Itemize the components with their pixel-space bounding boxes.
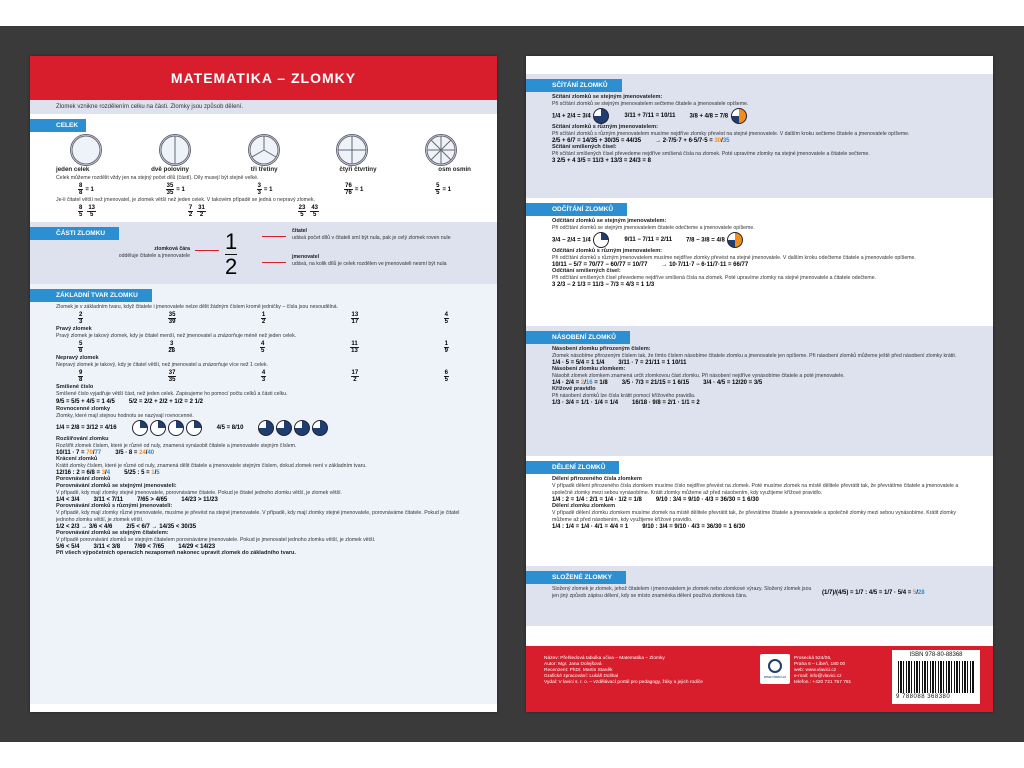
rozsir-heading: Rozšiřování zlomku	[56, 436, 109, 442]
mul-frac-examples: 1/4 · 2/4 = 2/16 = 1/8 3/5 · 7/3 = 21/15 = 1 6/15 3/4 · 4/5 = 12/20 = 3/5	[552, 380, 763, 386]
final-note: Při všech výpočetních operacích nezapomeň nakonec upravit zlomek do základního tvaru.	[56, 550, 296, 556]
footer-line: Grafické zpracování: Lukáš Dolihal	[544, 674, 619, 679]
footer-line: Recenzent: PhDr. Martin Staněk	[544, 668, 613, 673]
sub-same-examples: 3/4 − 2/4 = 1/4 9/11 − 7/11 = 2/11 7/8 − 3/8 = 4/8	[552, 232, 967, 248]
circle-labels	[30, 166, 497, 173]
div-frac-examples: 1/4 : 1/4 = 1/4 · 4/1 = 4/4 = 1 9/10 : 3/4 = 9/10 · 4/3 = 36/30 = 1 6/30	[552, 524, 746, 530]
rovnocenne-text: Zlomky, které mají stejnou hodnotu se nazývají rovnocenné.	[56, 413, 194, 419]
kraceni-heading: Krácení zlomků	[56, 456, 98, 462]
odcitani-s3-text: Při odčítání smíšených čísel převedeme nejdříve smíšená čísla na zlomek. Poté upravíme zlomky na stejné jmenovatele a čitatele odečteme.	[552, 275, 877, 281]
deleni-s2-text: V případě dělení zlomku zlomkem musíme zlomek na místě dělitele převrátit tak, že převrátíme čitatele a jmenovatele a společně zlomky mezi sebou vynásobíme. Krátit zlomky můžeme až před násobením, kdy využijeme křížové pravidlo.	[552, 510, 956, 523]
scitani-s2: Sčítání zlomků s různým jmenovatelem:	[552, 124, 658, 130]
porovn2-text: V případě, kdy mají zlomky různé jmenovatele, musíme je převést na stejné jmenovatele. V případě, kdy mají zlomky stejné jmenovatele, porovnáváme čitatele. Pokud je čitatel jednoho zlomku větší, je zlomek větší.	[56, 510, 460, 523]
whole-equations: $\frac{8}{8}$ = 1 $\frac{35}{35}$ = 1 $\frac{3}{3}$ = 1 $\frac{76}{76}$ = 1 $\frac{5}{5}$ = 1	[79, 183, 451, 196]
compare-2: 1/2 < 2/3 → 3/6 < 4/6 2/5 < 6/7 → 14/35 < 30/35	[56, 524, 197, 530]
section-celek	[30, 114, 497, 222]
proper-examples: $\frac{5}{6}$ $\frac{3}{28}$ $\frac{4}{5}$ $\frac{11}{13}$ $\frac{1}{9}$	[79, 341, 448, 354]
section-casti	[30, 222, 497, 284]
circle-quarters-icon	[336, 134, 368, 166]
sub-mixed-examples: 3 2/3 − 2 1/3 = 11/3 − 7/3 = 4/3 = 1 1/3	[552, 282, 655, 288]
kraceni-text: Krátit zlomky číslem, které je různé od nuly, znamená dělit čitatele a jmenovatele stejným číslem, dokud zlomek není v základním tvaru.	[56, 463, 367, 469]
nepravy-text: Nepravý zlomek je takový, kdy je čitatel větší, než jmenovatel a znázorňuje více než 1 celek.	[56, 362, 268, 368]
odcitani-s3: Odčítání smíšených čísel:	[552, 268, 621, 274]
odcitani-s1-text: Při odčítání zlomků se stejným jmenovatelem čitatele odečteme a jmenovatele opíšeme.	[552, 225, 755, 231]
porovn2-heading: Porovnávání zlomků s různými jmenovateli:	[56, 503, 173, 509]
porovn3-text: V případě porovnávání zlomků se stejným čitatelem porovnáváme jmenovatele. Pokud je jmenovatel jednoho zlomku větší, je zlomek větší.	[56, 537, 376, 543]
porovn3-heading: Porovnávání zlomků se stejným čitatelem:	[56, 530, 169, 536]
add-same-examples: 1/4 + 2/4 = 3/4 3/11 + 7/11 = 10/11 3/8 + 4/8 = 7/8	[552, 108, 967, 124]
vlavici-logo-icon: www.vlavici.cz	[760, 654, 790, 684]
improper-examples: $\frac{8}{5}$ $\frac{13}{5}$ $\frac{7}{2}$ $\frac{31}{2}$ $\frac{23}{5}$ $\frac{43}{5}$	[79, 205, 318, 218]
label-jeden-celek: jeden celek	[56, 166, 90, 173]
deleni-s1-text: V případě dělení přirozeného čísla zlomkem musíme číslo nejdříve převést na zlomek. Poté musíme zlomek na místě dělitele převrátit tak, že převrátíme čitatele a jmenovatele a společně zlomky mezi sebou vynásobíme. Krátit zlomky můžeme až před násobením, kdy využijeme křížové pravidlo.	[552, 483, 959, 496]
email-line: e-mail: info@vlavici.cz	[794, 674, 842, 679]
nasobeni-s3-text: Při násobení zlomků lze čísla krátit pomocí křížového pravidla.	[552, 393, 696, 399]
isbn-text: ISBN 978-80-88368	[909, 652, 963, 658]
compare-1: 1/4 < 3/4 3/11 < 7/11 7/65 > 4/65 14/23 > 11/23	[56, 497, 218, 503]
odcitani-s2: Odčítání zlomků s různým jmenovatelem:	[552, 248, 663, 254]
circle-halves-icon	[159, 134, 191, 166]
section-deleni	[526, 456, 993, 566]
label-jmenovatel: jmenovatel	[292, 254, 320, 260]
smisene-heading: Smíšené číslo	[56, 384, 94, 390]
add-mixed-examples: 3 2/5 + 4 3/5 = 11/3 + 13/3 = 24/3 = 8	[552, 158, 651, 164]
label-citatel: čitatel	[292, 228, 307, 234]
compound-example: (1/7)/(4/5) = 1/7 : 4/5 = 1/7 · 5/4 = 5/28	[822, 590, 925, 596]
arrow-num	[262, 236, 286, 237]
odcitani-s2-text: Při odčítání zlomků s různým jmenovatelem musíme nejdříve zlomky převést na stejné jmenovatele. V dalším kroku odečteme čitatele a jmenovatele opíšeme.	[552, 255, 916, 261]
expand-examples: 10/11 · 7 = 70/77 3/5 · 8 = 24/40	[56, 450, 155, 456]
section-scitani	[526, 74, 993, 198]
circle-eighths-icon	[425, 134, 457, 166]
porovn-heading: Porovnávání zlomků	[56, 476, 111, 482]
slozene-text: Složený zlomek je zlomek, jehož čitatelem i jmenovatelem je zlomek nebo zlomkové výrazy. Složený zlomek jsou jen jiný způsob zápisu dělení, kdy se místo znaménka dělení používá zlomková čára.	[552, 586, 812, 599]
section-heading: SČÍTÁNÍ ZLOMKŮ	[526, 79, 622, 92]
scitani-s2-text: Při sčítání zlomků s různým jmenovatelem musíme nejdříve zlomky převést na stejné jmenovatele. V dalším kroku sečteme čitatele a jmenovatele opíšeme.	[552, 131, 910, 137]
arrow-den	[262, 262, 286, 263]
porovn1-heading: Porovnávání zlomků se stejnými jmenovateli:	[56, 483, 177, 489]
label-osm-osmin: osm osmin	[438, 166, 471, 173]
desc-citatel: udává počet dílů v čitateli smí být nula, pak je celý zlomek roven nule	[292, 235, 451, 241]
desc-jmenovatel: udává, na kolik dílů je celek rozdělen ve jmenovateli nesmí být nula	[292, 261, 447, 267]
div-int-examples: 1/4 : 2 = 1/4 : 2/1 = 1/4 · 1/2 = 1/8 9/10 : 3/4 = 9/10 · 4/3 = 36/30 = 1 6/30	[552, 497, 759, 503]
section-odcitani	[526, 198, 993, 326]
circle-thirds-icon	[248, 134, 280, 166]
odcitani-s1: Odčítání zlomků se stejným jmenovatelem:	[552, 218, 667, 224]
equivalent-examples: 1/4 = 2/8 = 3/12 = 4/16 4/5 = 8/10	[56, 420, 471, 436]
web-line: web: www.vlavici.cz	[794, 668, 837, 673]
scitani-s3-text: Při sčítání smíšených čísel převedeme nejdříve smíšená čísla na zlomek. Poté upravíme zlomky na stejné jmenovatele a čitatele sečteme.	[552, 151, 870, 157]
section-heading: ZÁKLADNÍ TVAR ZLOMKU	[30, 289, 152, 302]
label-tri-tretiny: tři třetiny	[250, 166, 278, 173]
deleni-s2: Dělení zlomku zlomkem	[552, 503, 616, 509]
section-heading: CELEK	[30, 119, 86, 132]
address-line: Praha 6 – Libeň, 180 00	[794, 662, 846, 667]
barcode-number: 9 788088 368380	[896, 694, 951, 700]
nasobeni-s1: Násobení zlomku přirozeným číslem:	[552, 346, 651, 352]
intro-text: Zlomek vznikne rozdělením celku na části. Zlomky jsou způsob dělení.	[30, 100, 497, 114]
improper-examples-2: $\frac{9}{8}$ $\frac{37}{35}$ $\frac{4}{3}$ $\frac{17}{2}$ $\frac{6}{5}$	[79, 370, 448, 383]
nasobeni-s2: Násobení zlomku zlomkem:	[552, 366, 626, 372]
nasobeni-s2-text: Násobit zlomek zlomkem znamená určit zlomkovou část zlomku. Při násobení nejdříve vynásobíme čitatele a poté jmenovatele.	[552, 373, 845, 379]
left-sheet	[30, 56, 497, 712]
right-sheet	[526, 56, 993, 712]
scitani-s3: Sčítání smíšených čísel:	[552, 144, 617, 150]
nasobeni-s3: Křížové pravidlo	[552, 386, 596, 392]
mul-int-examples: 1/4 · 5 = 5/4 = 1 1/4 3/11 · 7 = 21/11 = 1 10/11	[552, 360, 687, 366]
footer-line: Název: Přehledová tabulka učiva – Matematika – Zlomky	[544, 656, 665, 661]
cross-rule-examples: 1/3 · 3/4 = 1/1 · 1/4 = 1/4 16/18 · 9/8 = 2/1 · 1/1 = 2	[552, 400, 700, 406]
celek-text-2: Je-li čitatel větší než jmenovatel, je zlomek větší než jeden celek. V takovém případě se jedná o nepravý zlomek.	[56, 197, 315, 203]
footer-line: Autor: Mgr. Jana Dolejšová	[544, 662, 602, 667]
label-ctyri-ctvrtiny: čtyři čtvrtiny	[339, 166, 377, 173]
label-zlomkova-cara: zlomková čára	[154, 246, 190, 252]
isbn-barcode	[892, 650, 980, 704]
section-heading: NÁSOBENÍ ZLOMKŮ	[526, 331, 630, 344]
arrow-line	[195, 250, 219, 251]
address-line: Prosecká 524/26,	[794, 656, 832, 661]
desc-zlomkova-cara: odděluje čitatele a jmenovatele	[118, 253, 190, 259]
deleni-s1: Dělení přirozeného čísla zlomkem	[552, 476, 642, 482]
compare-3: 5/6 < 5/4 3/11 < 3/8 7/69 < 7/65 14/29 < 14/23	[56, 544, 216, 550]
scitani-s1: Sčítání zlomků se stejným jmenovatelem:	[552, 94, 663, 100]
rovnocenne-heading: Rovnocenné zlomky	[56, 406, 111, 412]
pravy-text: Pravý zlomek je takový zlomek, kdy je čitatel menší, než jmenovatel a znázorňuje méně než jeden celek.	[56, 333, 297, 339]
smisene-text: Smíšené číslo vyjadřuje větší část, než jeden celek. Zapisujeme ho pomocí počtu celků a části celku.	[56, 391, 288, 397]
section-zakladni-tvar	[30, 284, 497, 704]
phone-line: telefon.: +420 721 757 781	[794, 680, 852, 685]
add-diff-examples: 2/5 + 6/7 = 14/35 + 30/35 = 44/35 → 2·7/5·7 + 6·5/7·5 = 30/35	[552, 138, 730, 144]
porovn1-text: V případě, kdy mají zlomky stejné jmenovatele, porovnáváme čitatele. Pokud je čitatel jednoho zlomku větší, je zlomek větší.	[56, 490, 343, 496]
scitani-s1-text: Při sčítání zlomků se stejným jmenovatelem sečteme čitatele a jmenovatele opíšeme.	[552, 101, 749, 107]
section-heading: DĚLENÍ ZLOMKŮ	[526, 461, 619, 474]
rozsir-text: Rozšířit zlomek číslem, které je různé od nuly, znamená vynásobit čitatele a jmenovatele stejným číslem.	[56, 443, 297, 449]
mixed-examples: 9/5 = 5/5 + 4/5 = 1 4/5 5/2 = 2/2 + 2/2 + 1/2 = 2 1/2	[56, 399, 203, 405]
section-slozene	[526, 566, 993, 626]
section-nasobeni	[526, 326, 993, 456]
section-heading: SLOŽENÉ ZLOMKY	[526, 571, 626, 584]
barcode-icon	[898, 661, 974, 693]
big-fraction: 1 2	[225, 229, 238, 279]
section-heading: ČÁSTI ZLOMKU	[30, 227, 119, 240]
circle-whole-icon	[70, 134, 102, 166]
basic-form-examples: $\frac{2}{3}$ $\frac{35}{39}$ $\frac{1}{2}$ $\frac{13}{17}$ $\frac{4}{5}$	[79, 312, 448, 325]
nepravy-heading: Nepravý zlomek	[56, 355, 99, 361]
page-title: MATEMATIKA – ZLOMKY	[30, 56, 497, 100]
zaklad-text: Zlomek je v základním tvaru, když čitatele i jmenovatele nelze dělit žádným číslem kromě jedničky – čísla jsou nesoudělná.	[56, 304, 338, 310]
circle-diagrams	[30, 132, 497, 166]
label-dve-poloviny: dvě poloviny	[151, 166, 189, 173]
pravy-heading: Pravý zlomek	[56, 326, 92, 332]
footer	[526, 646, 993, 712]
celek-text-1: Celek můžeme rozdělit vždy jen na stejný počet dílů (částí). Díly musejí být stejně velké.	[56, 175, 259, 181]
nasobeni-s1-text: Zlomek násobíme přirozeným číslem tak, že tímto číslem násobíme čitatele zlomku a jmenovatele jen opíšeme. Při násobení zlomků můžeme ještě před násobení zlomky krátit.	[552, 353, 957, 359]
footer-line: Vydal: V lavici s. r. o. – vzdělávací portál pro pedagogy, žáky a jejich rodiče	[544, 680, 703, 685]
reduce-examples: 12/16 : 2 = 6/8 = 3/4 5/25 : 5 = 1/5	[56, 470, 160, 476]
section-heading: ODČÍTÁNÍ ZLOMKŮ	[526, 203, 627, 216]
sub-diff-examples: 10/11 − 5/7 = 70/77 − 60/77 = 10/77 → 10·7/11·7 − 6·11/7·11 = 66/77	[552, 262, 749, 268]
